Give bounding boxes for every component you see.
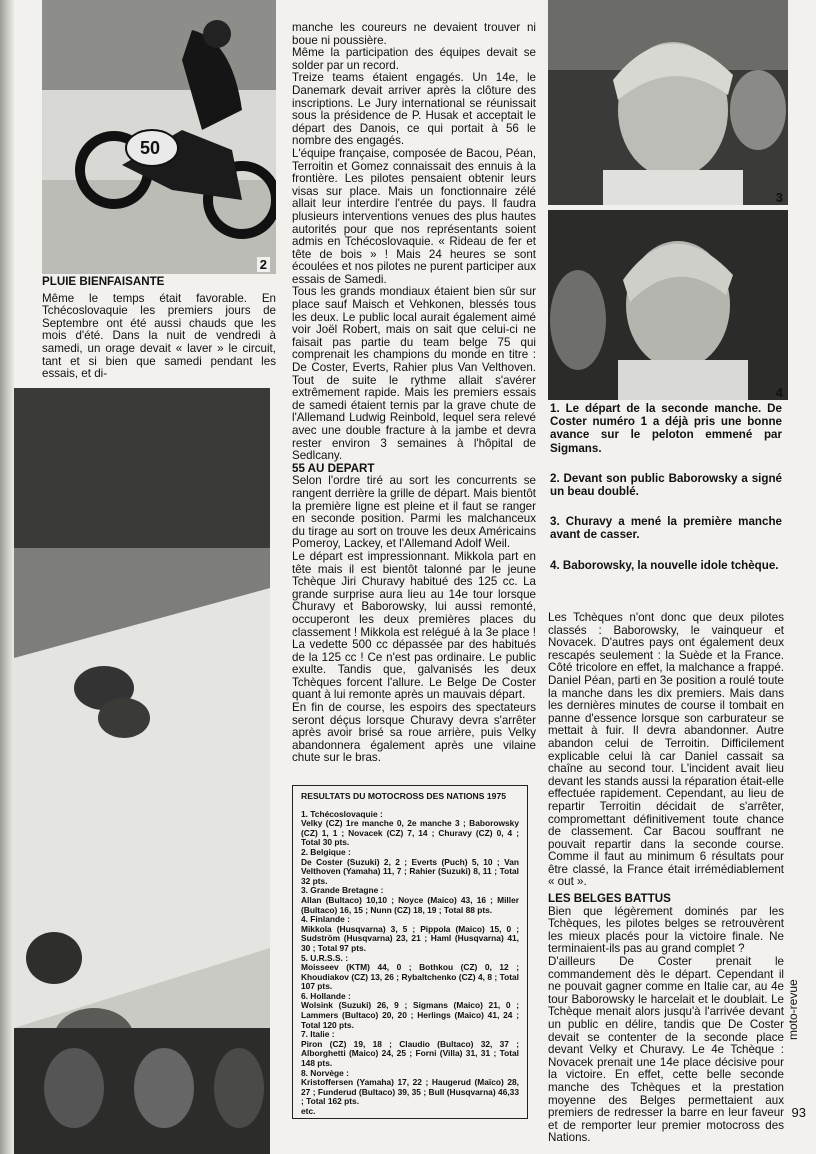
results-line: Velky (CZ) 1re manche 0, 2e manche 3 ; Baborowsky (CZ) 1, 1 ; Novacek (CZ) 7, 14 ; Churavy (CZ) 0, 4 ; Total 30 pts. bbox=[301, 818, 519, 848]
section-heading: 55 AU DEPART bbox=[292, 461, 375, 475]
photo-start-fig1 bbox=[14, 388, 270, 1154]
results-line: 2. Belgique : bbox=[301, 846, 351, 857]
results-line: Kristoffersen (Yamaha) 17, 22 ; Haugerud (Maïco) 28, 27 ; Funderud (Bultaco) 39, 35 ; Bull (Husqvarna) 46,33 ; Total 162 pts. bbox=[301, 1077, 519, 1107]
results-title: RESULTATS DU MOTOCROSS DES NATIONS 1975 bbox=[301, 791, 507, 801]
portrait-image-2 bbox=[548, 210, 788, 400]
binding-edge bbox=[0, 0, 14, 1154]
results-line: Piron (CZ) 19, 18 ; Claudio (Bultaco) 32, 37 ; Alborghetti (Maico) 24, 25 ; Forni (Villa) 31, 31 ; Total 148 pts. bbox=[301, 1038, 519, 1069]
results-box bbox=[292, 785, 528, 1119]
photo-portrait-fig4 bbox=[548, 210, 788, 400]
paragraph: Le départ est impressionnant. Mikkola part en tête mais il est bientôt talonné par le jeune Tchèque Jiri Churavy habitué des 125 cc. La grande surprise aura lieu au 14e tour lorsque Churavy et Baborowsky, lui aussi remonté, occuperont les deux premières places du classement ! Mikkola est relégué à la 3e place ! La vedette 500 cc dépassée par des habitués de la 125 cc ! Ce n'est pas ordinaire. Le public exulte. Tandis que, galvanisés les deux Tchèques forcent l'allure. Le Belge De Coster quant à lui remonte après un mauvais départ. bbox=[292, 549, 536, 702]
left-column bbox=[42, 276, 276, 381]
results-line: Allan (Bultaco) 10,10 ; Noyce (Maico) 43, 16 ; Miller (Bultaco) 16, 15 ; Nunn (CZ) 18, 19 ; Total 88 pts. bbox=[301, 894, 519, 915]
paragraph: Bien que légèrement dominés par les Tchèques, les pilotes belges se retrouvèrent les mieux placés pour la victoire finale. Ne terminaient-ils pas au grand complet ? bbox=[548, 904, 784, 956]
start-image bbox=[14, 388, 270, 1154]
paragraph: Les Tchèques n'ont donc que deux pilotes classés : Baborowsky, le vainqueur et Novacek. D'autres pays ont également deux rescapés seulement : la Suède et la France. Côté tricolore en effet, la malchance a frappé. Daniel Péan, parti en 3e position a roulé toute la manche dans les dix premiers. Mais dans les dernières minutes de course il tombait en panne d'essence lorsque son carburateur se mettait à fuir. Il devra abandonner. Autre abandon celui de Terroitin. Difficilement explicable celui là car Daniel cassait sa chaîne au second tour. L'incident avait lieu devant les stands aussi la réparation était-elle effectuée rapidement. Cependant, au lieu de repartir Terroitin décidait de s'arrêter, compromettant définitivement toute chance de classement. Car Bacou souffrant ne pouvait repartir dans la seconde course. Comme il faut au minimum 6 résultats pour être classé, la France était irrémédiablement « out ». bbox=[548, 611, 784, 889]
page-number: 93 bbox=[791, 1105, 806, 1120]
results-line: 7. Italie : bbox=[301, 1029, 335, 1040]
section-heading: LES BELGES BATTUS bbox=[548, 892, 671, 906]
paragraph: Treize teams étaient engagés. Un 14e, le Danemark devait arriver après la clôture des inscriptions. Le Jury international se réunissait sous la présidence de P. Husak et acceptait le départ des Danois, ce qui portait à 56 le nombre des engagés. bbox=[292, 71, 536, 148]
caption: 3. Churavy a mené la première manche avant de casser. bbox=[550, 515, 782, 542]
paragraph: En fin de course, les espoirs des spectateurs seront déçus lorsque Churavy devra s'arrêter après avoir brisé sa roue arrière, puis Velky abandonnera également après une vilaine chute sur le bras. bbox=[292, 701, 536, 765]
paragraph: D'ailleurs De Coster prenait le commandement dès le départ. Cependant il ne pouvait gagner comme en Italie car, au 4e tour Baborowsky le harcelait et le doublait. Le Tchèque menait alors jusqu'à l'arrivée devant un public en délire, tandis que De Coster devait se contenter de la seconde place devant Velky et Churavy. Le 4e Tchèque : Novacek prenait une 14e place décisive pour la victoire. En effet, cette belle seconde manche des Tchèques et la prestation moyenne des Belges permettaient aux premiers de redresser la barre en leur faveur et de remporter leur premier motocross des Nations. bbox=[548, 955, 784, 1145]
photo-portrait-fig3 bbox=[548, 0, 788, 205]
results-line: 8. Norvège : bbox=[301, 1067, 349, 1078]
photo-rider-fig2 bbox=[42, 0, 276, 274]
figure-number: 4 bbox=[775, 385, 783, 400]
section-heading: PLUIE BIENFAISANTE bbox=[42, 275, 165, 288]
svg-text:50: 50 bbox=[140, 138, 161, 158]
portrait-image-1 bbox=[548, 0, 788, 205]
captions bbox=[550, 402, 782, 589]
results-line: 6. Hollande : bbox=[301, 990, 351, 1001]
results-line: Mikkola (Husqvarna) 3, 5 ; Pippola (Maico) 15, 0 ; Sudström (Husqvarna) 23, 21 ; Haml (Husqvarna) 41, 30 ; Total 97 pts. bbox=[301, 923, 519, 953]
results-line: 3. Grande Bretagne : bbox=[301, 885, 384, 896]
magazine-name: moto-revue bbox=[786, 979, 800, 1040]
caption: 1. Le départ de la seconde manche. De Coster numéro 1 a déjà pris une bonne avance sur le peloton emmené par Sigmans. bbox=[550, 402, 782, 455]
results-line: Moisseev (KTM) 44, 0 ; Bothkou (CZ) 0, 12 ; Khoudiakov (CZ) 13, 26 ; Rybaltchenko (CZ) 4, 8 ; Total 107 pts. bbox=[301, 962, 519, 992]
middle-column bbox=[292, 22, 536, 765]
results-line: De Coster (Suzuki) 2, 2 ; Everts (Puch) 5, 10 ; Van Velthoven (Yamaha) 11, 7 ; Rahier (Suzuki) 8, 11 ; Total 32 pts. bbox=[301, 856, 519, 886]
results-line: 1. Tchécoslovaquie : bbox=[301, 808, 383, 819]
right-column bbox=[548, 612, 784, 1145]
results-line: 4. Finlande : bbox=[301, 914, 350, 925]
caption: 4. Baborowsky, la nouvelle idole tchèque. bbox=[550, 558, 779, 572]
figure-number: 3 bbox=[775, 190, 783, 205]
paragraph: Même la participation des équipes devait se solder par un record. bbox=[292, 46, 536, 72]
figure-number: 2 bbox=[257, 257, 270, 272]
caption: 2. Devant son public Baborowsky a signé un beau doublé. bbox=[550, 471, 782, 499]
paragraph: Même le temps était favorable. En Tchécoslovaquie les premiers jours de Septembre ont été aussi chauds que les mois d'été. Dans la nuit de vendredi à samedi, un orage devait « laver » le circuit, tant et si bien que samedi pendant les essais, et di- bbox=[42, 291, 276, 381]
results-line: 5. U.R.S.S. : bbox=[301, 952, 349, 963]
rider-image bbox=[42, 0, 276, 274]
paragraph: Selon l'ordre tiré au sort les concurrents se rangent derrière la grille de départ. Mais bientôt la première ligne est pleine et il faut se ranger en seconde position. Parmi les malchanceux du tirage au sort on trouve les deux Américains Pomeroy, Lackey, et l'Allemand Adolf Weil. bbox=[292, 474, 536, 551]
results-line: Wolsink (Suzuki) 26, 9 ; Sigmans (Maico) 21, 0 ; Lammers (Bultaco) 20, 20 ; Herlings (Maico) 41, 24 ; Total 120 pts. bbox=[301, 1000, 519, 1030]
paragraph: manche les coureurs ne devaient trouver ni boue ni poussière. bbox=[292, 21, 536, 47]
results-line: etc. bbox=[301, 1106, 316, 1116]
paragraph: Tous les grands mondiaux étaient bien sûr sur place sauf Maisch et Vehkonen, blessés tous les deux. Le public local aurait également aimé voir Joël Robert, mais on sait que celui-ci ne faisait pas partie du team belge 75 qui comprenait les champions du monde en titre : De Coster, Everts, Rahier plus Van Velthoven. Tout de suite le rythme allait s'avérer extrêmement rapide. Mais les premiers essais de samedi étaient ternis par la grave chute de l'Allemand Ludwig Reinbold, lequel sera relevé avec une double fracture à la jambe et devra rester environ 3 semaines à l'hôpital de Sedlcany. bbox=[292, 285, 536, 463]
paragraph: L'équipe française, composée de Bacou, Péan, Terroitin et Gomez connaissait des ennuis à la frontière. Les pilotes pensaient obtenir leurs visas sur place. Mais un fonctionnaire zélé allait leur interdire l'entrée du pays. Il faudra plusieurs interventions venues des plus hautes autorités pour que nos représentants soient admis en Tchécoslovaquie. « Rideau de fer et tête de bois » ! Mais 24 heures se sont écoulées et nos pilotes ne purent participer aux essais de Samedi. bbox=[292, 146, 536, 286]
